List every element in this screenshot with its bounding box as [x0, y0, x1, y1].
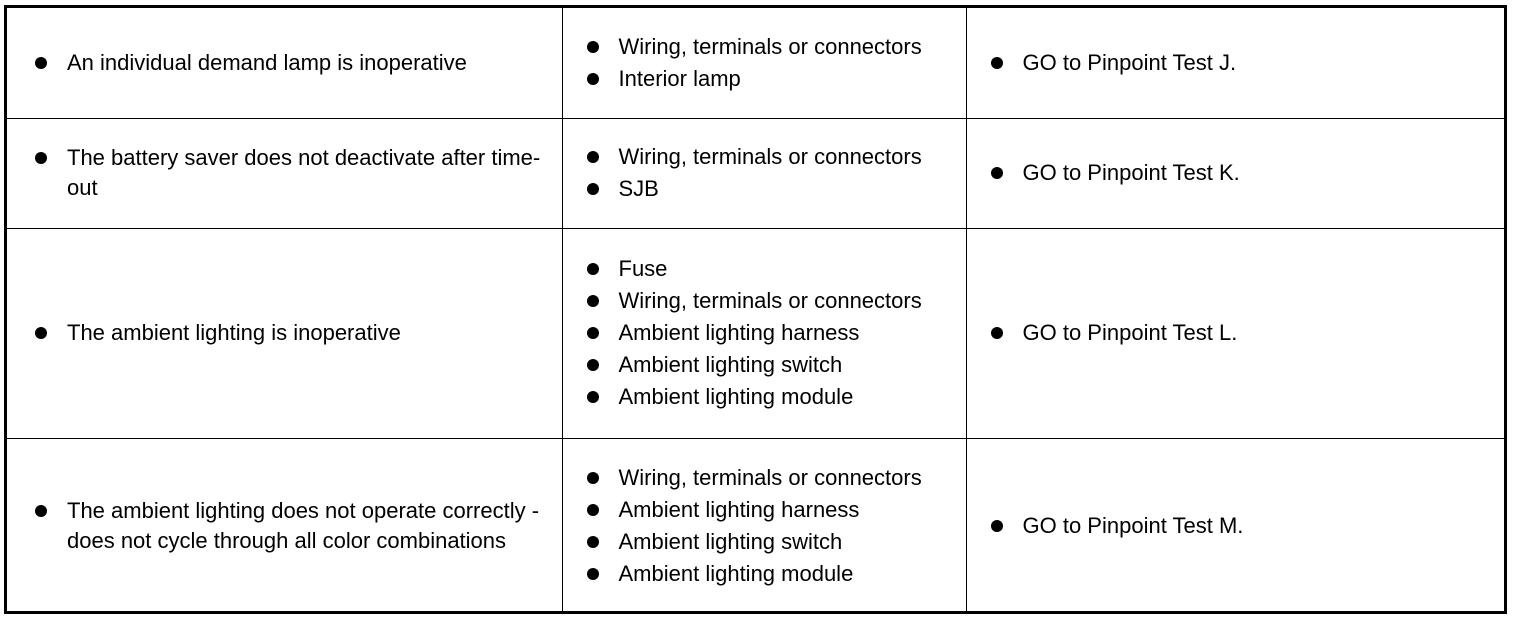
- symptom-text: The battery saver does not deactivate after time-out: [35, 143, 546, 203]
- action-text: GO to Pinpoint Test L.: [991, 318, 1495, 348]
- possible-source-item: Wiring, terminals or connectors: [587, 32, 956, 62]
- possible-source-item: Ambient lighting harness: [587, 318, 956, 348]
- action-cell: [966, 118, 1504, 228]
- table-row: [7, 8, 1504, 118]
- symptom-text: The ambient lighting is inoperative: [35, 318, 546, 348]
- table-row: [7, 118, 1504, 228]
- possible-sources-cell: [562, 8, 966, 118]
- possible-sources-list: [587, 463, 956, 589]
- action-text: GO to Pinpoint Test K.: [991, 158, 1495, 188]
- symptom-cell: [7, 228, 562, 438]
- possible-source-item: SJB: [587, 174, 956, 204]
- possible-source-item: Interior lamp: [587, 64, 956, 94]
- possible-source-item: Wiring, terminals or connectors: [587, 286, 956, 316]
- action-cell: [966, 438, 1504, 614]
- symptom-text: The ambient lighting does not operate correctly - does not cycle through all color combinations: [35, 496, 546, 556]
- symptom-cell: [7, 438, 562, 614]
- symptom-chart: [4, 5, 1507, 614]
- possible-source-item: Wiring, terminals or connectors: [587, 463, 956, 493]
- possible-source-item: Ambient lighting module: [587, 559, 956, 589]
- table-row: [7, 438, 1504, 614]
- action-text: GO to Pinpoint Test M.: [991, 511, 1495, 541]
- possible-sources-list: [587, 142, 956, 204]
- action-cell: [966, 8, 1504, 118]
- possible-sources-cell: [562, 118, 966, 228]
- possible-source-item: Wiring, terminals or connectors: [587, 142, 956, 172]
- possible-sources-cell: [562, 438, 966, 614]
- possible-source-item: Ambient lighting switch: [587, 527, 956, 557]
- symptom-cell: [7, 118, 562, 228]
- possible-sources-cell: [562, 228, 966, 438]
- possible-source-item: Fuse: [587, 254, 956, 284]
- possible-source-item: Ambient lighting harness: [587, 495, 956, 525]
- action-cell: [966, 228, 1504, 438]
- symptom-cell: [7, 8, 562, 118]
- possible-sources-list: [587, 254, 956, 412]
- symptom-table: [7, 8, 1504, 614]
- symptom-text: An individual demand lamp is inoperative: [35, 48, 546, 78]
- table-row: [7, 228, 1504, 438]
- possible-source-item: Ambient lighting switch: [587, 350, 956, 380]
- possible-sources-list: [587, 32, 956, 94]
- possible-source-item: Ambient lighting module: [587, 382, 956, 412]
- action-text: GO to Pinpoint Test J.: [991, 48, 1495, 78]
